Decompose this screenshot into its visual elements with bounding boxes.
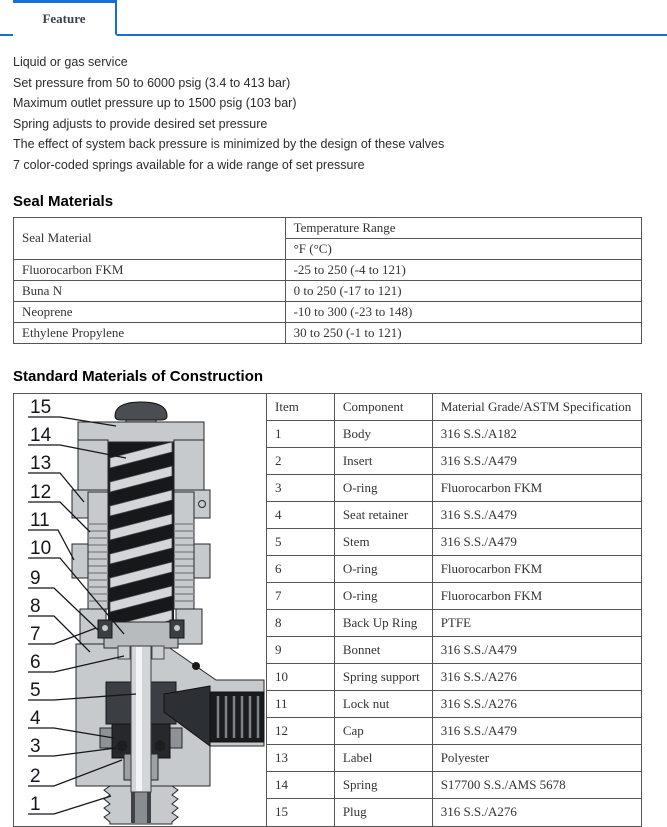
component-cell: Plug — [334, 799, 432, 826]
construction-header-material: Material Grade/ASTM Specification — [432, 393, 641, 420]
callout-4: 4 — [30, 707, 41, 729]
component-cell: Spring support — [334, 664, 432, 691]
table-row — [267, 501, 642, 528]
seal-range-cell: 30 to 250 (-1 to 121) — [285, 322, 641, 343]
material-cell: 316 S.S./A479 — [432, 501, 641, 528]
seal-range-cell: 0 to 250 (-17 to 121) — [285, 280, 641, 301]
seal-materials-table — [13, 217, 642, 344]
callout-9: 9 — [30, 567, 41, 589]
feature-list — [13, 56, 667, 172]
item-cell: 10 — [267, 664, 335, 691]
component-cell: Back Up Ring — [334, 610, 432, 637]
construction-table — [266, 393, 642, 827]
material-cell: 316 S.S./A276 — [432, 691, 641, 718]
table-row — [267, 447, 642, 474]
material-cell: Fluorocarbon FKM — [432, 474, 641, 501]
feature-line: The effect of system back pressure is minimized by the design of these valves — [13, 137, 445, 151]
table-row — [14, 301, 642, 322]
seal-material-cell: Fluorocarbon FKM — [14, 259, 286, 280]
tab-feature[interactable] — [13, 0, 117, 36]
table-row — [267, 528, 642, 555]
construction-section — [13, 393, 667, 827]
component-cell: Body — [334, 420, 432, 447]
callout-15: 15 — [30, 396, 52, 418]
callout-6: 6 — [30, 651, 41, 673]
feature-line: Liquid or gas service — [13, 55, 128, 69]
item-cell: 15 — [267, 799, 335, 826]
lock-nut-left — [72, 544, 88, 578]
callout-1: 1 — [30, 793, 41, 815]
component-cell: O-ring — [334, 582, 432, 609]
stem-highlight — [136, 647, 142, 791]
outlet-threads — [210, 692, 264, 742]
callout-5: 5 — [30, 679, 41, 701]
material-cell: S17700 S.S./AMS 5678 — [432, 772, 641, 799]
seat-wing-right — [170, 728, 182, 748]
feature-line: 7 color-coded springs available for a wide range of set pressure — [13, 157, 365, 172]
item-cell: 13 — [267, 745, 335, 772]
material-cell: Fluorocarbon FKM — [432, 582, 641, 609]
feature-line: Maximum outlet pressure up to 1500 psig (103 bar) — [13, 96, 297, 110]
item-cell: 14 — [267, 772, 335, 799]
feature-line: Set pressure from 50 to 6000 psig (3.4 to 413 bar) — [13, 75, 291, 90]
table-row — [14, 259, 642, 280]
callout-3: 3 — [30, 735, 41, 757]
callout-numbers — [30, 397, 52, 815]
table-row — [267, 555, 642, 582]
table-row — [267, 610, 642, 637]
callout-7: 7 — [30, 623, 41, 645]
component-cell: Label — [334, 745, 432, 772]
component-cell: Spring — [334, 772, 432, 799]
item-cell: 6 — [267, 555, 335, 582]
seal-header-material: Seal Material — [14, 217, 286, 259]
table-row — [267, 691, 642, 718]
callout-10: 10 — [30, 537, 52, 559]
table-row — [267, 745, 642, 772]
component-cell: O-ring — [334, 474, 432, 501]
lock-nut-right — [194, 544, 210, 578]
component-cell: Seat retainer — [334, 501, 432, 528]
construction-header-item: Item — [267, 393, 335, 420]
item-cell: 7 — [267, 582, 335, 609]
item-cell: 3 — [267, 474, 335, 501]
callout-14: 14 — [30, 424, 52, 446]
item-cell: 1 — [267, 420, 335, 447]
callout-8: 8 — [30, 595, 41, 617]
valve-diagram — [13, 393, 267, 827]
seal-material-cell: Neoprene — [14, 301, 286, 322]
seal-materials-title: Seal Materials — [13, 192, 114, 210]
callout-13: 13 — [30, 452, 52, 474]
seal-header-temp-range: Temperature Range — [285, 217, 641, 238]
table-row — [267, 799, 642, 826]
seal-range-cell: -25 to 250 (-4 to 121) — [285, 259, 641, 280]
component-cell: Stem — [334, 528, 432, 555]
table-row — [267, 772, 642, 799]
material-cell: 316 S.S./A479 — [432, 447, 641, 474]
table-row — [267, 637, 642, 664]
table-row — [267, 420, 642, 447]
component-cell: Cap — [334, 718, 432, 745]
spring-support — [104, 622, 178, 648]
callout-12: 12 — [30, 481, 52, 503]
table-row — [267, 664, 642, 691]
o-ring-mid-right-icon — [152, 646, 164, 659]
construction-title: Standard Materials of Construction — [13, 367, 264, 385]
item-cell: 12 — [267, 718, 335, 745]
material-cell: 316 S.S./A276 — [432, 664, 641, 691]
item-cell: 5 — [267, 528, 335, 555]
item-cell: 11 — [267, 691, 335, 718]
item-cell: 4 — [267, 501, 335, 528]
component-cell: O-ring — [334, 555, 432, 582]
body-hole-icon — [192, 662, 200, 670]
item-cell: 9 — [267, 637, 335, 664]
table-row — [267, 582, 642, 609]
material-cell: 316 S.S./A182 — [432, 420, 641, 447]
table-row — [267, 718, 642, 745]
table-row — [14, 280, 642, 301]
plug-icon — [115, 402, 167, 420]
material-cell: Fluorocarbon FKM — [432, 555, 641, 582]
feature-line: Spring adjusts to provide desired set pressure — [13, 116, 268, 131]
material-cell: PTFE — [432, 610, 641, 637]
component-cell: Bonnet — [334, 637, 432, 664]
component-cell: Insert — [334, 447, 432, 474]
seal-header-temp-units: °F (°C) — [285, 238, 641, 259]
callout-11: 11 — [30, 509, 50, 531]
material-cell: 316 S.S./A479 — [432, 718, 641, 745]
seal-material-cell: Buna N — [14, 280, 286, 301]
table-row — [267, 474, 642, 501]
o-ring-lower-right-icon — [155, 740, 166, 751]
material-cell: 316 S.S./A479 — [432, 637, 641, 664]
seal-range-cell: -10 to 300 (-23 to 148) — [285, 301, 641, 322]
o-ring-lower-left-icon — [117, 740, 128, 751]
material-cell: 316 S.S./A276 — [432, 799, 641, 826]
seal-material-cell: Ethylene Propylene — [14, 322, 286, 343]
component-cell: Lock nut — [334, 691, 432, 718]
construction-header-component: Component — [334, 393, 432, 420]
valve-cross-section — [14, 394, 266, 826]
material-cell: Polyester — [432, 745, 641, 772]
tab-feature-label: Feature — [42, 10, 86, 26]
tab-bar — [0, 0, 667, 36]
item-cell: 8 — [267, 610, 335, 637]
material-cell: 316 S.S./A479 — [432, 528, 641, 555]
item-cell: 2 — [267, 447, 335, 474]
callout-2: 2 — [30, 765, 41, 787]
table-row — [14, 322, 642, 343]
